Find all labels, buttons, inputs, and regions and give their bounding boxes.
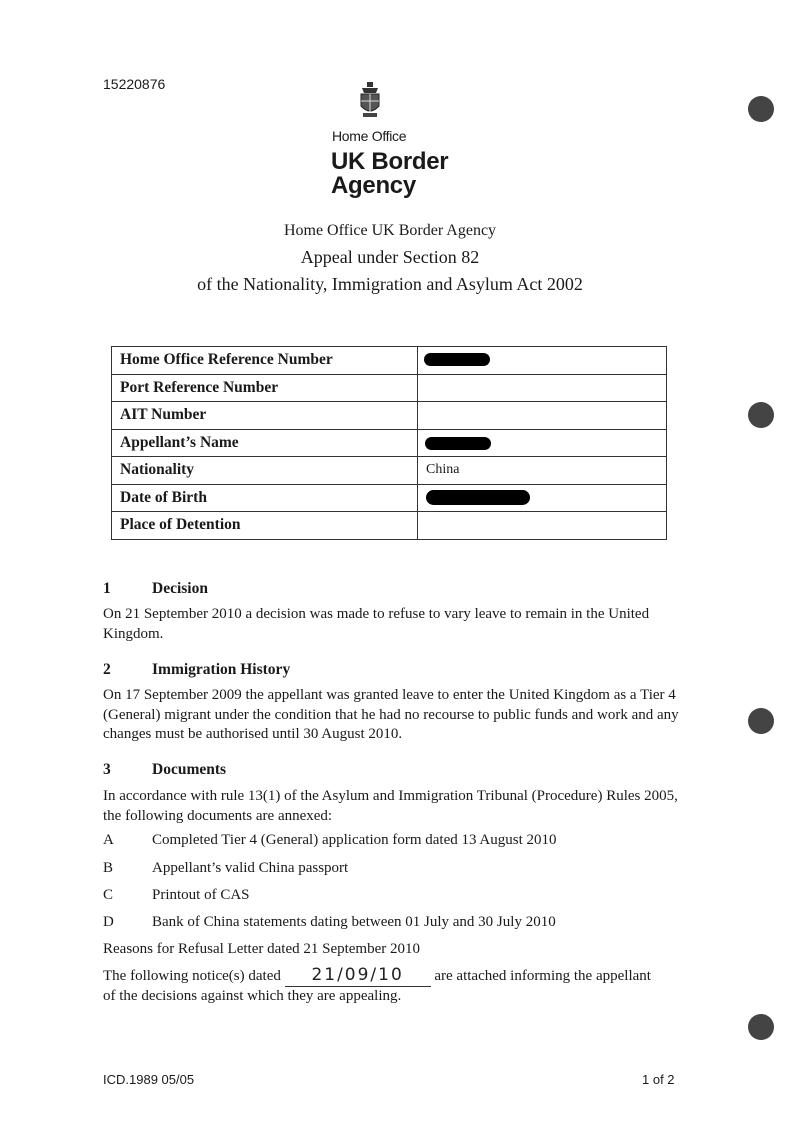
list-item: C Printout of CAS (103, 887, 250, 903)
ref-label: Port Reference Number (112, 374, 418, 402)
ref-label: Date of Birth (112, 484, 418, 512)
notice-line: The following notice(s) dated 21/09/10 are attached informing the appellant (103, 965, 651, 985)
table-row (112, 484, 667, 512)
reference-table (111, 346, 667, 540)
doc-title-agency: Home Office UK Border Agency (283, 222, 497, 239)
ref-value: China (418, 457, 667, 485)
ref-value (418, 402, 667, 430)
table-row (112, 347, 667, 375)
table-row (112, 402, 667, 430)
handwritten-date: 21/09/10 (285, 966, 431, 987)
form-code: ICD.1989 05/05 (103, 1072, 195, 1087)
ref-value (418, 374, 667, 402)
brand-line-1: UK Border (331, 148, 449, 175)
ref-label: AIT Number (112, 402, 418, 430)
page-number: 1 of 2 (642, 1072, 675, 1087)
section-heading-decision: 1 Decision (103, 580, 208, 597)
section-heading-history: 2 Immigration History (103, 661, 291, 678)
redaction-mark (424, 353, 490, 366)
redaction-mark (425, 437, 491, 450)
punch-hole (748, 96, 774, 122)
section-text-documents: In accordance with rule 13(1) of the Asylum and Immigration Tribunal (Procedure) Rules 2005, the following documents are annexed: (103, 788, 678, 824)
redaction-mark (426, 490, 530, 505)
ref-label: Nationality (112, 457, 418, 485)
ref-value (418, 347, 667, 375)
ref-label: Appellant’s Name (112, 429, 418, 457)
table-row (112, 374, 667, 402)
reasons-letter: Reasons for Refusal Letter dated 21 September 2010 (103, 941, 420, 957)
ref-label: Home Office Reference Number (112, 347, 418, 375)
section-text-decision: On 21 September 2010 a decision was made to refuse to vary leave to remain in the United Kingdom. (103, 606, 650, 642)
ref-value (418, 484, 667, 512)
notice-line-2: of the decisions against which they are appealing. (103, 988, 402, 1004)
punch-hole (748, 1014, 774, 1040)
doc-title-appeal: Appeal under Section 82 (300, 247, 480, 267)
section-heading-documents: 3 Documents (103, 761, 227, 778)
list-item: A Completed Tier 4 (General) application form dated 13 August 2010 (103, 832, 557, 848)
ref-value (418, 429, 667, 457)
ref-label: Place of Detention (112, 512, 418, 540)
doc-title-act: of the Nationality, Immigration and Asylum Act 2002 (197, 274, 583, 294)
brand-line-2: Agency (331, 172, 416, 199)
ref-value (418, 512, 667, 540)
punch-hole (748, 402, 774, 428)
section-text-history: On 17 September 2009 the appellant was granted leave to enter the United Kingdom as a Tier 4 (General) migrant under the condition that he had no recourse to public funds and work and any changes must be authorised until 30 August 2010. (103, 687, 679, 742)
table-row (112, 512, 667, 540)
royal-crest-icon (356, 82, 384, 120)
table-row (112, 429, 667, 457)
punch-hole (748, 708, 774, 734)
list-item: D Bank of China statements dating between 01 July and 30 July 2010 (103, 914, 556, 930)
brand-home-office: Home Office (332, 128, 407, 144)
table-row (112, 457, 667, 485)
list-item: B Appellant’s valid China passport (103, 860, 349, 876)
document-number: 15220876 (103, 76, 166, 92)
